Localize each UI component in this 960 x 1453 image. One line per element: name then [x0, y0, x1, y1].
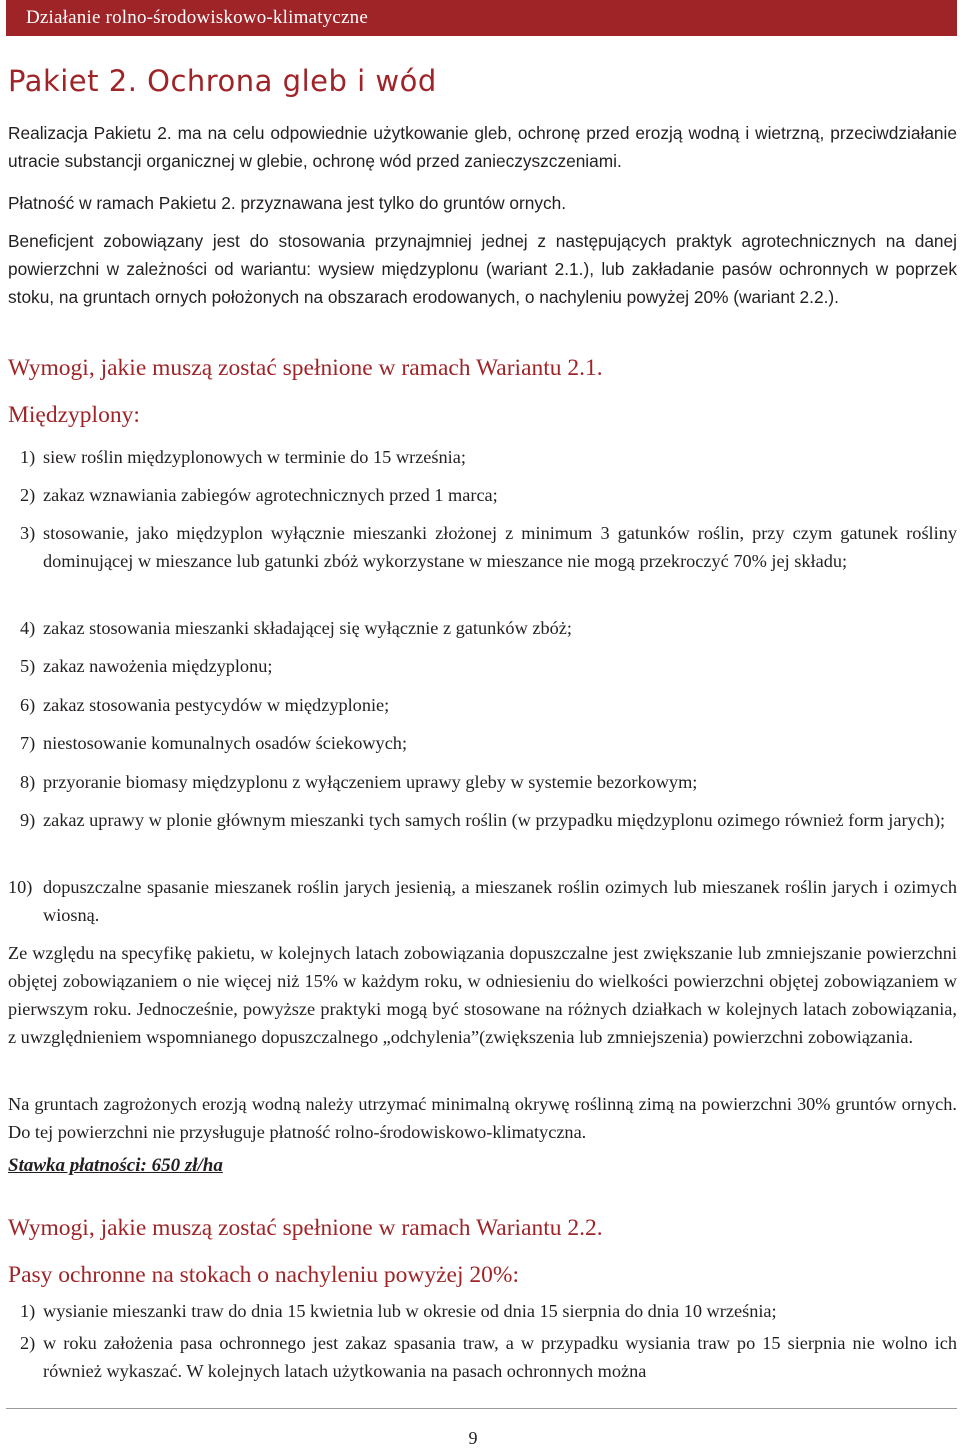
list-item-number: 3) — [20, 523, 36, 543]
list-item — [8, 768, 957, 796]
list-item — [8, 691, 957, 719]
list-item — [8, 443, 957, 471]
package-title: Pakiet 2. Ochrona gleb i wód — [8, 64, 437, 98]
header-title: Działanie rolno-środowiskowo-klimatyczne — [26, 7, 368, 28]
list-item-text: niestosowanie komunalnych osadów ściekowych; — [43, 733, 408, 753]
list-item-text: zakaz stosowania mieszanki składającej się wyłącznie z gatunków zbóż; — [43, 618, 572, 638]
variant-1-heading: Wymogi, jakie muszą zostać spełnione w ramach Wariantu 2.1. — [8, 355, 603, 381]
list-item-text: zakaz wznawiania zabiegów agrotechnicznych przed 1 marca; — [43, 485, 498, 505]
list-item — [8, 1329, 957, 1385]
list-item-text: zakaz uprawy w plonie głównym mieszanki tych samych roślin (w przypadku międzyplonu ozimego również form jarych); — [43, 810, 946, 830]
change-paragraph: Ze względu na specyfikę pakietu, w kolejnych latach zobowiązania dopuszczalne jest zwiększanie lub zmniejszanie powierzchni objętej zobowiązaniem o nie więcej niż 15% w każdym roku, w odniesieniu do wielkości powierzchni objętej zobowiązaniem w pierwszym roku. Jednocześnie, powyższe praktyki mogą być stosowane na różnych działkach w kolejnych latach zobowiązania, z uwzględnieniem wspomnianego dopuszczalnego „odchylenia”(zwiększenia lub zmniejszenia) powierzchni zobowiązania. — [8, 943, 957, 1047]
list-item — [8, 806, 957, 834]
list-item-number: 1) — [20, 447, 36, 467]
list-item-number: 7) — [20, 733, 36, 753]
page-number: 9 — [468, 1428, 478, 1448]
list-item — [8, 614, 957, 642]
list-item-text: wysianie mieszanki traw do dnia 15 kwietnia lub w okresie od dnia 15 sierpnia do dnia 10 września; — [43, 1301, 777, 1321]
variant-2-subheading: Pasy ochronne na stokach o nachyleniu powyżej 20%: — [8, 1262, 519, 1288]
variant-1-subheading: Międzyplony: — [8, 402, 140, 428]
intro-paragraph-3: Beneficjent zobowiązany jest do stosowania przynajmniej jednej z następujących praktyk agrotechnicznych na danej powierzchni w zależności od wariantu: wysiew międzyplonu (wariant 2.1.), lub zakładanie pasów ochronnych w poprzek stoku, na gruntach ornych położonych na obszarach erodowanych, o nachyleniu powyżej 20% (wariant 2.2.). — [8, 231, 957, 307]
list-item-number: 2) — [20, 485, 36, 505]
list-item — [8, 873, 957, 929]
list-item-text: zakaz stosowania pestycydów w międzyplonie; — [43, 695, 390, 715]
list-item-number: 2) — [20, 1333, 36, 1353]
list-item-number: 10) — [8, 877, 33, 897]
list-item-text: przyoranie biomasy międzyplonu z wyłączeniem uprawy gleby w systemie bezorkowym; — [43, 772, 698, 792]
list-item-number: 8) — [20, 772, 36, 792]
list-item-text: w roku założenia pasa ochronnego jest zakaz spasania traw, a w przypadku wysiania traw po 15 sierpnia nie wolno ich również wykaszać. W kolejnych latach użytkowania na pasach ochronnych można — [43, 1333, 957, 1381]
list-item-text: zakaz nawożenia międzyplonu; — [43, 656, 273, 676]
list-item-number: 6) — [20, 695, 36, 715]
footer-divider — [6, 1408, 957, 1409]
intro-paragraph-1: Realizacja Pakietu 2. ma na celu odpowiednie użytkowanie gleb, ochronę przed erozją wodną i wietrzną, przeciwdziałanie utracie substancji organicznej w glebie, ochronę wód przed zanieczyszczeniami. — [8, 123, 957, 171]
list-item — [8, 481, 957, 509]
intro-paragraph-2: Płatność w ramach Pakietu 2. przyznawana jest tylko do gruntów ornych. — [8, 193, 567, 213]
header-bar — [6, 0, 957, 36]
list-item-text: stosowanie, jako międzyplon wyłącznie mieszanki złożonej z minimum 3 gatunków roślin, przy czym gatunek rośliny dominującej w mieszance lub gatunki zbóż wykorzystane w mieszance nie mogą przekroczyć 70% jej składu; — [43, 523, 957, 571]
list-item-number: 9) — [20, 810, 36, 830]
list-item — [8, 729, 957, 757]
list-item — [8, 519, 957, 575]
list-item-number: 1) — [20, 1301, 36, 1321]
list-item-text: dopuszczalne spasanie mieszanek roślin jarych jesienią, a mieszanek roślin ozimych lub mieszanek roślin jarych i ozimych wiosną. — [43, 877, 957, 925]
list-item-number: 4) — [20, 618, 36, 638]
list-item-number: 5) — [20, 656, 36, 676]
list-item — [8, 1297, 957, 1325]
list-item — [8, 652, 957, 680]
erosion-paragraph: Na gruntach zagrożonych erozją wodną należy utrzymać minimalną okrywę roślinną zimą na powierzchni 30% gruntów ornych. Do tej powierzchni nie przysługuje płatność rolno-środowiskowo-klimatyczna. — [8, 1094, 957, 1142]
payment-rate: Stawka płatności: 650 zł/ha — [8, 1155, 223, 1176]
variant-2-heading: Wymogi, jakie muszą zostać spełnione w ramach Wariantu 2.2. — [8, 1215, 603, 1241]
list-item-text: siew roślin międzyplonowych w terminie do 15 września; — [43, 447, 466, 467]
